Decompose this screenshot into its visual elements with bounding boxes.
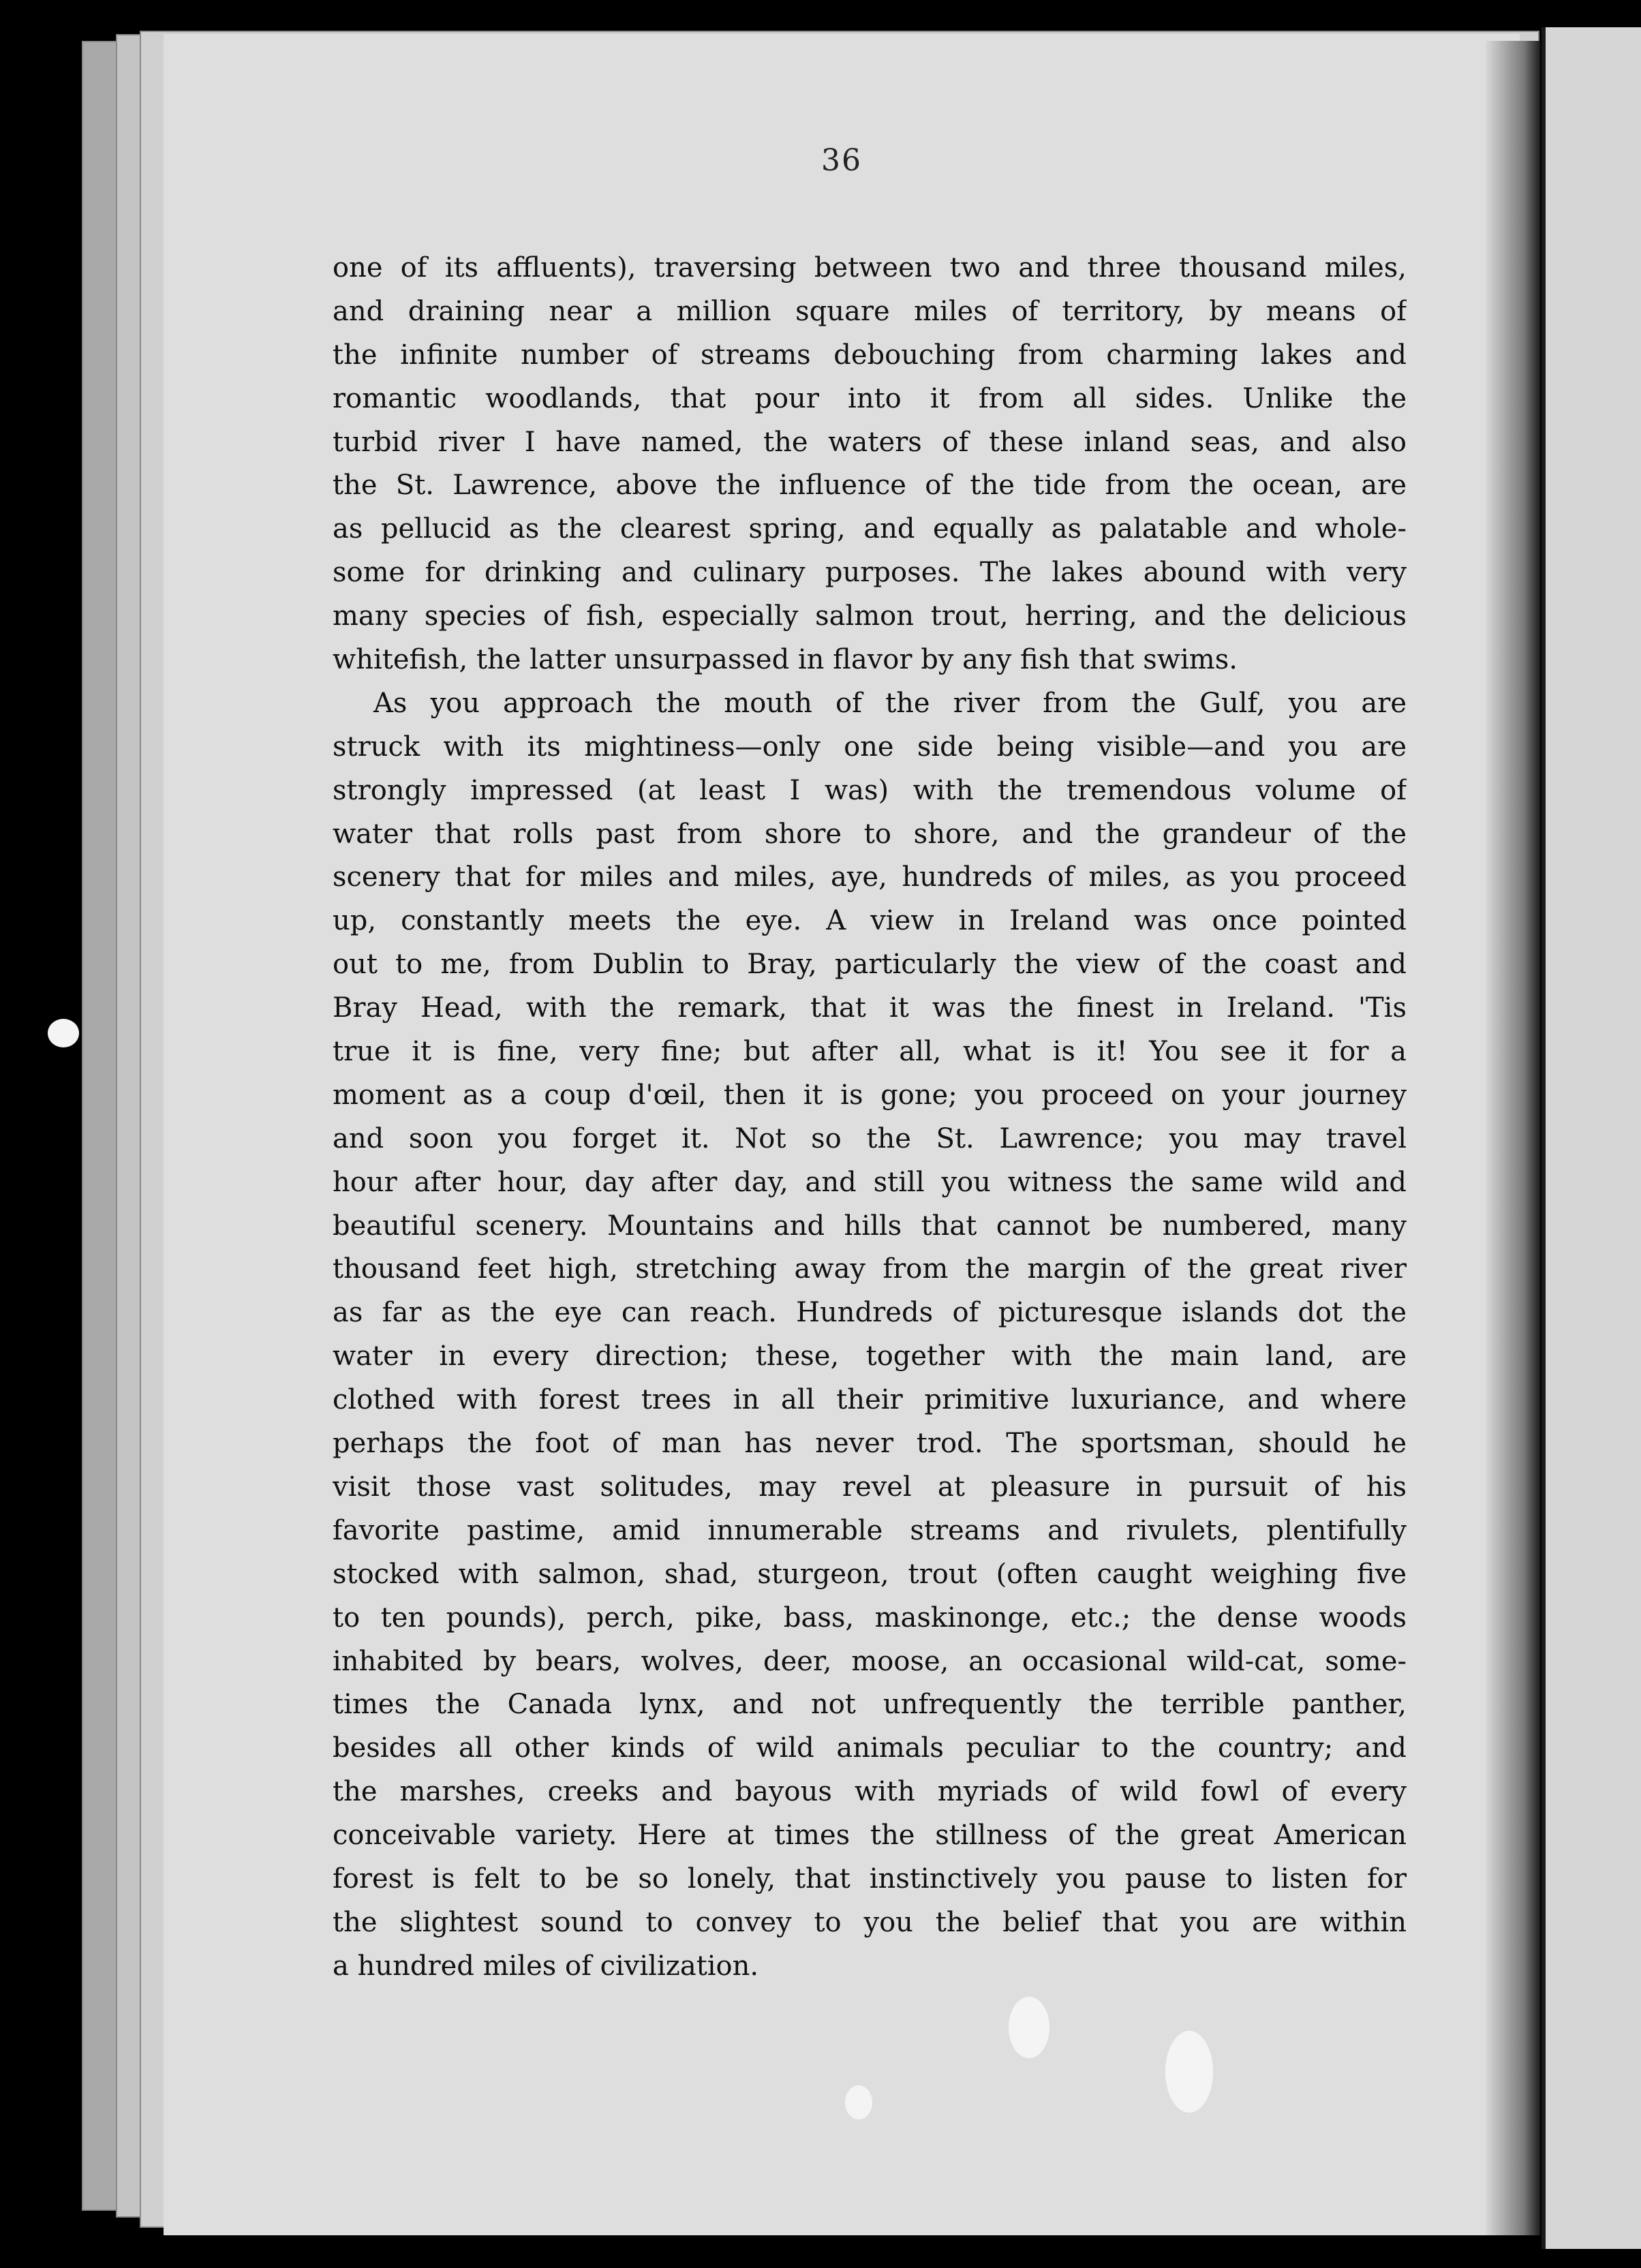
text-line: the infinite number of streams debouching from charming lakes and — [333, 339, 1407, 371]
text-line: turbid river I have named, the waters of these inland seas, and also — [333, 426, 1407, 458]
text-line: beautiful scenery. Mountains and hills that cannot be numbered, many — [333, 1210, 1407, 1242]
text-line: visit those vast solitudes, may revel at pleasure in pursuit of his — [333, 1471, 1407, 1503]
text-line: inhabited by bears, wolves, deer, moose, an occasional wild-cat, some- — [333, 1645, 1407, 1677]
body-text — [333, 247, 1407, 1989]
text-line: true it is fine, very fine; but after all, what is it! You see it for a — [333, 1036, 1407, 1068]
text-line: up, constantly meets the eye. A view in Ireland was once pointed — [333, 905, 1407, 937]
text-line: to ten pounds), perch, pike, bass, maskinonge, etc.; the dense woods — [333, 1602, 1407, 1634]
text-line: as pellucid as the clearest spring, and equally as palatable and whole- — [333, 513, 1407, 545]
text-line: and draining near a million square miles of territory, by means of — [333, 295, 1407, 327]
gutter-shadow — [1486, 41, 1540, 2235]
text-line: the marshes, creeks and bayous with myriads of wild fowl of every — [333, 1776, 1407, 1808]
text-line: the slightest sound to convey to you the belief that you are within — [333, 1906, 1407, 1938]
text-line: as far as the eye can reach. Hundreds of picturesque islands dot the — [333, 1297, 1407, 1329]
text-line: many species of fish, especially salmon trout, herring, and the delicious — [333, 600, 1407, 632]
text-line: favorite pastime, amid innumerable streams and rivulets, plentifully — [333, 1514, 1407, 1546]
scan-artifact — [845, 2085, 872, 2119]
text-line: clothed with forest trees in all their primitive luxuriance, and where — [333, 1384, 1407, 1416]
text-line: perhaps the foot of man has never trod. The sportsman, should he — [333, 1428, 1407, 1460]
text-line: whitefish, the latter unsurpassed in flavor by any fish that swims. — [333, 644, 1238, 676]
text-line: forest is felt to be so lonely, that instinctively you pause to listen for — [333, 1863, 1407, 1895]
text-line: thousand feet high, stretching away from the margin of the great river — [333, 1253, 1407, 1285]
text-line: besides all other kinds of wild animals peculiar to the country; and — [333, 1732, 1407, 1764]
paragraph-1 — [333, 247, 1407, 682]
adjacent-page-sliver — [1542, 27, 1641, 2249]
text-line: romantic woodlands, that pour into it from all sides. Unlike the — [333, 382, 1407, 414]
text-line: a hundred miles of civilization. — [333, 1950, 759, 1982]
text-line: water that rolls past from shore to shore, and the grandeur of the — [333, 818, 1407, 850]
text-line: stocked with salmon, shad, sturgeon, trout (often caught weighing five — [333, 1558, 1407, 1590]
text-line: out to me, from Dublin to Bray, particularly the view of the coast and — [333, 949, 1407, 981]
text-line: scenery that for miles and miles, aye, hundreds of miles, as you proceed — [333, 861, 1407, 893]
text-line: hour after hour, day after day, and still you witness the same wild and — [333, 1166, 1407, 1198]
book-page — [164, 34, 1520, 2235]
scan-artifact — [1009, 1997, 1049, 2058]
text-line: one of its affluents), traversing between two and three thousand miles, — [333, 252, 1407, 284]
text-line: the St. Lawrence, above the influence of the tide from the ocean, are — [333, 470, 1407, 502]
text-line: Bray Head, with the remark, that it was the finest in Ireland. 'Tis — [333, 992, 1407, 1024]
text-line: times the Canada lynx, and not unfrequently the terrible panther, — [333, 1689, 1407, 1721]
paragraph-2 — [333, 682, 1407, 1989]
text-line: and soon you forget it. Not so the St. Lawrence; you may travel — [333, 1122, 1407, 1154]
text-line: conceivable variety. Here at times the stillness of the great American — [333, 1820, 1407, 1852]
text-line: some for drinking and culinary purposes. The lakes abound with very — [333, 557, 1407, 589]
text-line: As you approach the mouth of the river from the Gulf, you are — [373, 687, 1407, 719]
scan-artifact — [1165, 2031, 1213, 2113]
text-line: struck with its mightiness—only one side being visible—and you are — [333, 731, 1407, 763]
text-line: moment as a coup d'œil, then it is gone; you proceed on your journey — [333, 1079, 1407, 1111]
scan-artifact — [48, 1019, 79, 1047]
text-line: water in every direction; these, together with the main land, are — [333, 1340, 1407, 1373]
page-number: 36 — [821, 143, 862, 178]
text-line: strongly impressed (at least I was) with the tremendous volume of — [333, 774, 1407, 806]
